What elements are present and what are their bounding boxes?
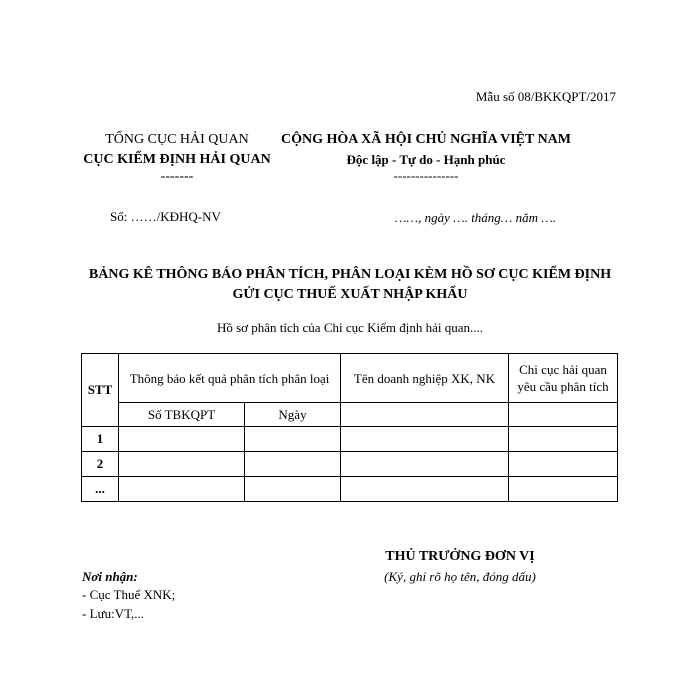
parent-agency: TỔNG CỤC HẢI QUAN bbox=[105, 132, 249, 147]
row-number: ... bbox=[82, 477, 119, 502]
table-header-row bbox=[82, 354, 618, 403]
table-row bbox=[82, 477, 618, 502]
recipient-item: - Lưu:VT,... bbox=[82, 606, 145, 621]
listing-table bbox=[81, 353, 618, 502]
cell-branch bbox=[509, 427, 618, 452]
document-title: BẢNG KÊ THÔNG BÁO PHÂN TÍCH, PHÂN LOẠI KÈM HỒ SƠ CỤC KIỂM ĐỊNH GỬI CỤC THUẾ XUẤT NHẬP KHẨU bbox=[88, 267, 612, 302]
cell-notice-date bbox=[245, 427, 341, 452]
cell-notice-date bbox=[245, 452, 341, 477]
cell-notice-number bbox=[119, 427, 245, 452]
national-motto: Độc lập - Tự do - Hạnh phúc bbox=[346, 152, 506, 167]
document-subtitle: Hồ sơ phân tích của Chi cục Kiểm định hải quan.... bbox=[216, 320, 484, 335]
table-row bbox=[82, 427, 618, 452]
date-line: ……, ngày …. tháng… năm …. bbox=[395, 210, 557, 225]
cell-enterprise bbox=[341, 427, 509, 452]
national-header bbox=[268, 130, 584, 182]
table-row bbox=[82, 452, 618, 477]
header-branch: Chi cục hải quan yêu cầu phân tích bbox=[509, 354, 618, 403]
header-left-underline: ------- bbox=[160, 169, 194, 184]
signatory-title: THỦ TRƯỞNG ĐƠN VỊ bbox=[385, 549, 535, 564]
header-stt: STT bbox=[82, 354, 119, 427]
document-number: Số: ……/KĐHQ-NV bbox=[110, 209, 221, 224]
cell-notice-number bbox=[119, 477, 245, 502]
table-subheader-row bbox=[82, 403, 618, 427]
recipient-item: - Cục Thuế XNK; bbox=[82, 587, 176, 602]
row-number: 1 bbox=[82, 427, 119, 452]
signature-instruction: (Ký, ghi rõ họ tên, đóng dấu) bbox=[384, 569, 536, 584]
header-enterprise: Tên doanh nghiệp XK, NK bbox=[341, 354, 509, 403]
cell-notice-date bbox=[245, 477, 341, 502]
cell-branch bbox=[509, 452, 618, 477]
department-name: CỤC KIỂM ĐỊNH HẢI QUAN bbox=[83, 152, 271, 167]
header-right-underline: --------------- bbox=[393, 168, 459, 183]
subheader-date: Ngày bbox=[245, 403, 341, 427]
subheader-empty bbox=[509, 403, 618, 427]
cell-branch bbox=[509, 477, 618, 502]
cell-enterprise bbox=[341, 452, 509, 477]
subheader-number: Số TBKQPT bbox=[119, 403, 245, 427]
subheader-empty bbox=[341, 403, 509, 427]
issuing-agency-header bbox=[82, 130, 272, 184]
cell-enterprise bbox=[341, 477, 509, 502]
recipients-label: Nơi nhận: bbox=[82, 569, 138, 584]
form-number: Mẫu số 08/BKKQPT/2017 bbox=[475, 89, 616, 104]
row-number: 2 bbox=[82, 452, 119, 477]
cell-notice-number bbox=[119, 452, 245, 477]
nation-name: CỘNG HÒA XÃ HỘI CHỦ NGHĨA VIỆT NAM bbox=[280, 132, 571, 147]
header-notice: Thông báo kết quả phân tích phân loại bbox=[119, 354, 341, 403]
